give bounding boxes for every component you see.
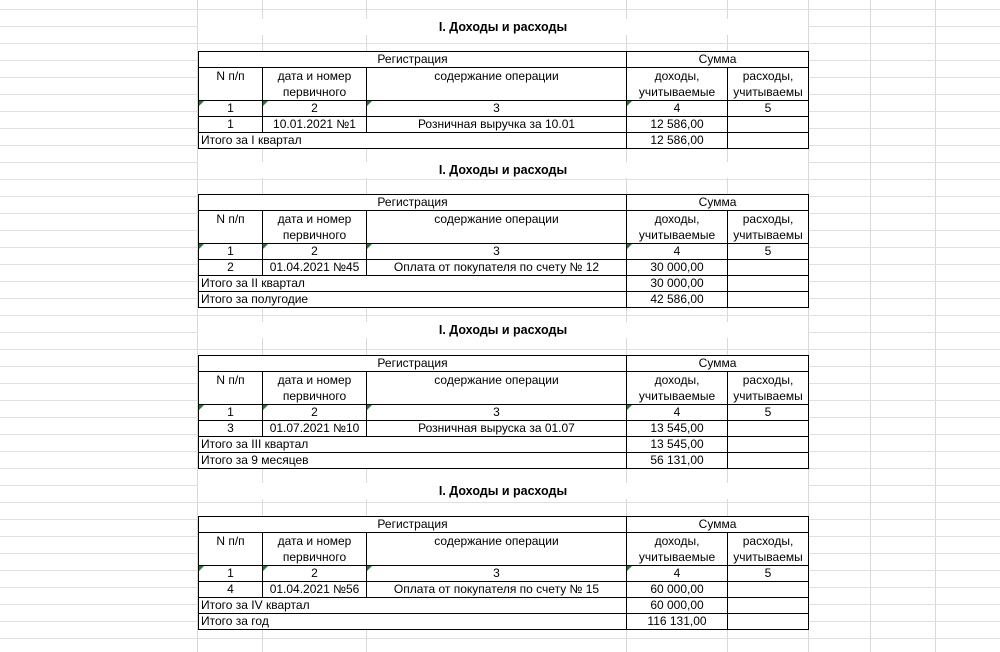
index-cell[interactable]: 4 (627, 244, 728, 260)
header-n[interactable]: N п/п (199, 68, 263, 101)
index-cell[interactable]: 3 (367, 405, 627, 421)
index-cell[interactable]: 5 (728, 101, 809, 117)
total-label[interactable]: Итого за год (199, 614, 627, 630)
header-date[interactable]: дата и номер первичного (263, 533, 367, 566)
total-row (199, 598, 809, 614)
index-cell[interactable]: 1 (199, 101, 263, 117)
row-income[interactable]: 12 586,00 (627, 117, 728, 133)
ledger-table (198, 355, 809, 469)
section-title[interactable]: I. Доходы и расходы (198, 19, 808, 35)
table-row (199, 582, 809, 598)
total-label[interactable]: Итого за полугодие (199, 292, 627, 308)
header-date[interactable]: дата и номер первичного (263, 68, 367, 101)
header-expense[interactable]: расходы, учитываемы (728, 211, 809, 244)
table-row (199, 117, 809, 133)
row-expense[interactable] (728, 421, 809, 437)
header-registration[interactable]: Регистрация (199, 195, 627, 211)
header-content[interactable]: содержание операции (367, 68, 627, 101)
row-n[interactable]: 1 (199, 117, 263, 133)
total-row (199, 453, 809, 469)
index-cell[interactable]: 3 (367, 244, 627, 260)
index-cell[interactable]: 1 (199, 566, 263, 582)
header-registration[interactable]: Регистрация (199, 52, 627, 68)
total-label[interactable]: Итого за 9 месяцев (199, 453, 627, 469)
header-content[interactable]: содержание операции (367, 211, 627, 244)
total-expense[interactable] (728, 292, 809, 308)
total-income[interactable]: 116 131,00 (627, 614, 728, 630)
row-content[interactable]: Оплата от покупателя по счету № 12 (367, 260, 627, 276)
total-expense[interactable] (728, 453, 809, 469)
total-row (199, 614, 809, 630)
total-expense[interactable] (728, 437, 809, 453)
header-date[interactable]: дата и номер первичного (263, 372, 367, 405)
row-content[interactable]: Розничная выручка за 10.01 (367, 117, 627, 133)
total-income[interactable]: 56 131,00 (627, 453, 728, 469)
total-label[interactable]: Итого за III квартал (199, 437, 627, 453)
total-row (199, 276, 809, 292)
section-title[interactable]: I. Доходы и расходы (198, 483, 808, 499)
header-content[interactable]: содержание операции (367, 533, 627, 566)
header-sum[interactable]: Сумма (627, 517, 809, 533)
row-date[interactable]: 01.04.2021 №45 (263, 260, 367, 276)
row-content[interactable]: Оплата от покупателя по счету № 15 (367, 582, 627, 598)
header-n[interactable]: N п/п (199, 372, 263, 405)
row-expense[interactable] (728, 582, 809, 598)
index-cell[interactable]: 3 (367, 101, 627, 117)
header-n[interactable]: N п/п (199, 533, 263, 566)
index-cell[interactable]: 4 (627, 101, 728, 117)
index-cell[interactable]: 5 (728, 405, 809, 421)
header-n[interactable]: N п/п (199, 211, 263, 244)
index-cell[interactable]: 4 (627, 566, 728, 582)
total-row (199, 292, 809, 308)
header-content[interactable]: содержание операции (367, 372, 627, 405)
grid-line (0, 43, 1000, 44)
row-n[interactable]: 3 (199, 421, 263, 437)
grid-line (0, 315, 1000, 316)
row-date[interactable]: 10.01.2021 №1 (263, 117, 367, 133)
grid-line (0, 502, 1000, 503)
total-expense[interactable] (728, 276, 809, 292)
grid-line (0, 638, 1000, 639)
row-date[interactable]: 01.07.2021 №10 (263, 421, 367, 437)
header-date[interactable]: дата и номер первичного (263, 211, 367, 244)
header-registration[interactable]: Регистрация (199, 356, 627, 372)
row-content[interactable]: Розничная выруска за 01.07 (367, 421, 627, 437)
total-label[interactable]: Итого за I квартал (199, 133, 627, 149)
header-sum[interactable]: Сумма (627, 52, 809, 68)
row-income[interactable]: 13 545,00 (627, 421, 728, 437)
total-expense[interactable] (728, 133, 809, 149)
index-cell[interactable]: 3 (367, 566, 627, 582)
row-n[interactable]: 4 (199, 582, 263, 598)
table-row (199, 260, 809, 276)
ledger-table (198, 194, 809, 308)
header-expense[interactable]: расходы, учитываемы (728, 68, 809, 101)
grid-line (0, 9, 1000, 10)
header-income[interactable]: доходы, учитываемые (627, 372, 728, 405)
row-income[interactable]: 30 000,00 (627, 260, 728, 276)
grid-line (0, 179, 1000, 180)
ledger-table (198, 516, 809, 630)
total-row (199, 437, 809, 453)
header-sum[interactable]: Сумма (627, 195, 809, 211)
header-income[interactable]: доходы, учитываемые (627, 68, 728, 101)
total-expense[interactable] (728, 598, 809, 614)
header-expense[interactable]: расходы, учитываемы (728, 372, 809, 405)
header-expense[interactable]: расходы, учитываемы (728, 533, 809, 566)
section-title[interactable]: I. Доходы и расходы (198, 322, 808, 338)
total-income[interactable]: 60 000,00 (627, 598, 728, 614)
total-income[interactable]: 12 586,00 (627, 133, 728, 149)
index-cell[interactable]: 2 (263, 244, 367, 260)
row-expense[interactable] (728, 260, 809, 276)
section-title[interactable]: I. Доходы и расходы (198, 162, 808, 178)
row-n[interactable]: 2 (199, 260, 263, 276)
index-cell[interactable]: 2 (263, 101, 367, 117)
table-row (199, 421, 809, 437)
total-row (199, 133, 809, 149)
header-income[interactable]: доходы, учитываемые (627, 211, 728, 244)
index-cell[interactable]: 5 (728, 244, 809, 260)
grid-line (870, 0, 871, 652)
header-sum[interactable]: Сумма (627, 356, 809, 372)
total-label[interactable]: Итого за II квартал (199, 276, 627, 292)
row-date[interactable]: 01.04.2021 №56 (263, 582, 367, 598)
index-cell[interactable]: 1 (199, 405, 263, 421)
grid-line (0, 349, 1000, 350)
header-income[interactable]: доходы, учитываемые (627, 533, 728, 566)
index-cell[interactable]: 4 (627, 405, 728, 421)
total-income[interactable]: 42 586,00 (627, 292, 728, 308)
row-expense[interactable] (728, 117, 809, 133)
row-income[interactable]: 60 000,00 (627, 582, 728, 598)
index-cell[interactable]: 2 (263, 566, 367, 582)
header-registration[interactable]: Регистрация (199, 517, 627, 533)
index-cell[interactable]: 5 (728, 566, 809, 582)
total-expense[interactable] (728, 614, 809, 630)
ledger-table (198, 51, 809, 149)
total-label[interactable]: Итого за IV квартал (199, 598, 627, 614)
total-income[interactable]: 13 545,00 (627, 437, 728, 453)
index-cell[interactable]: 1 (199, 244, 263, 260)
grid-line (935, 0, 936, 652)
index-cell[interactable]: 2 (263, 405, 367, 421)
total-income[interactable]: 30 000,00 (627, 276, 728, 292)
